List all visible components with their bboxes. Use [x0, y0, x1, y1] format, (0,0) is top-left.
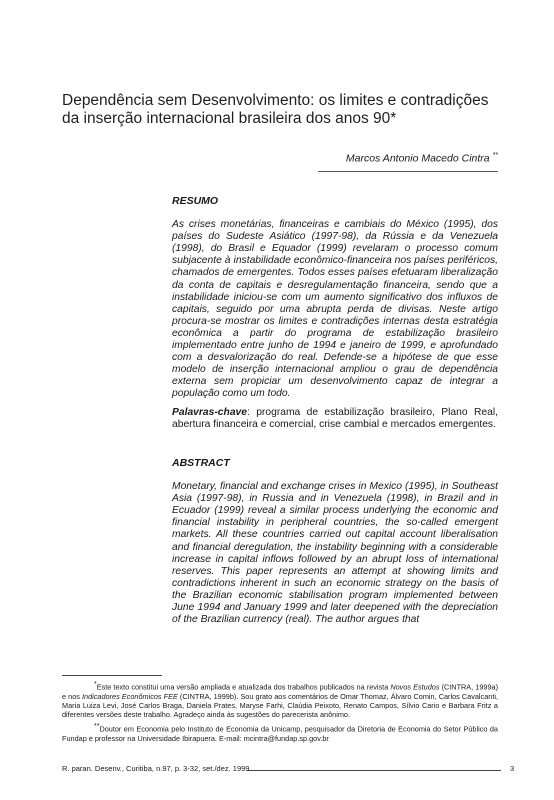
footnote-1-text-a: Este texto constitui uma versão ampliada e atualizada dos trabalhos publicados na revista: [96, 682, 391, 692]
page-footer: [62, 764, 526, 776]
resumo-body: As crises monetárias, financeiras e cambiais do México (1995), dos países do Sudeste Asiático (1997-98), da Rússia e da Venezuela (1998), do Brasil e Equador (1999) revelaram o processo comum subjacente à instabilidade econômico-financeira nos países periféricos, chamados de emergentes. Todos esses países efetuaram liberalização da conta de capitais e desregulamentação financeira, sendo que a instabilidade iniciou-se com um aumento significativo dos influxos de capitais, seguido por uma abrupta perda de divisas. Neste artigo procura-se mostrar os limites e contradições internas desta estratégia econômica a partir do programa de estabilização brasileiro implementado entre junho de 1994 e janeiro de 1999, e aprofundado com a desvalorização do real. Defende-se a hipótese de que esse modelo de inserção internacional ampliou o grau de dependência externa sem propiciar um desenvolvimento capaz de integrar a população como um todo.: [172, 219, 498, 400]
article-title: [62, 92, 512, 128]
keywords: [172, 407, 498, 431]
author-name: [300, 152, 498, 165]
author-footnote-mark: **: [492, 152, 498, 159]
page-number: 3: [510, 764, 515, 773]
keywords-label: Palavras-chave: [172, 406, 247, 418]
resumo-section: [172, 195, 498, 431]
title-line-1: Dependência sem Desenvolvimento: os limites e contradições: [62, 92, 489, 109]
keywords-text: : programa de estabilização brasileiro, Plano Real, abertura financeira e comercial, crise cambial e mercados emergentes.: [172, 406, 498, 430]
author-text: Marcos Antonio Macedo Cintra: [345, 152, 490, 165]
footnote-1-journal-2: Indicadores Econômicos FEE: [82, 691, 178, 701]
footnote-1-text-b: (CINTRA, 1999a) e nos: [62, 682, 498, 701]
abstract-section: [172, 457, 498, 626]
journal-citation: R. paran. Desenv., Curitiba, n.97, p. 3-32, set./dez. 1999: [62, 764, 250, 773]
footnote-2: [62, 722, 498, 743]
footnote-divider: [62, 675, 162, 676]
footnote-1-mark: *: [94, 681, 97, 688]
footer-divider: [247, 770, 501, 771]
author-divider: [318, 171, 498, 172]
abstract-heading: ABSTRACT: [172, 457, 230, 469]
footnote-1-text-c: (CINTRA, 1999b). Sou grato aos comentários de Omar Thomaz, Álvaro Comin, Carlos Cavalcanti, Maria Luiza Levi, José Carlos Braga, Daniela Prates, Maryse Farhi, Claúdia Peixoto, Renato Campos, Sílvio Cario e Barbara Fritz a diferentes versões deste trabalho. Agradeço ainda às sugestões do parecerista anônimo.: [62, 691, 498, 719]
abstract-body: Monetary, financial and exchange crises in Mexico (1995), in Southeast Asia (1997-98), in Russia and in Venezuela (1998), in Brazil and in Ecuador (1999) reveal a similar process underlying the economic and financial instability in peripheral countries, the so-called emergent markets. All these countries carried out capital account liberalisation and financial deregulation, the instability beginning with a considerable increase in capital inflows followed by an abrupt loss of international reserves. This paper represents an attempt at showing limits and contradictions inherent in such an economic strategy on the basis of the Brazilian economic stabilisation program implemented between June 1994 and January 1999 and later deepened with the depreciation of the Brazilian currency (real). The author argues that: [172, 481, 498, 626]
footnote-2-mark: **: [94, 723, 100, 730]
footnote-2-text: Doutor em Economia pelo Instituto de Economia da Unicamp, pesquisador da Diretoria de Economia do Setor Público da Fundap e professor na Universidade Ibirapuera. E-mail: mcintra@fundap.sp.gov.br: [62, 724, 498, 743]
footnote-1: [62, 680, 498, 719]
resumo-heading: RESUMO: [172, 195, 219, 207]
title-line-2: da inserção internacional brasileira dos anos 90*: [62, 110, 397, 127]
footnote-1-journal-1: Novos Estudos: [390, 682, 440, 692]
